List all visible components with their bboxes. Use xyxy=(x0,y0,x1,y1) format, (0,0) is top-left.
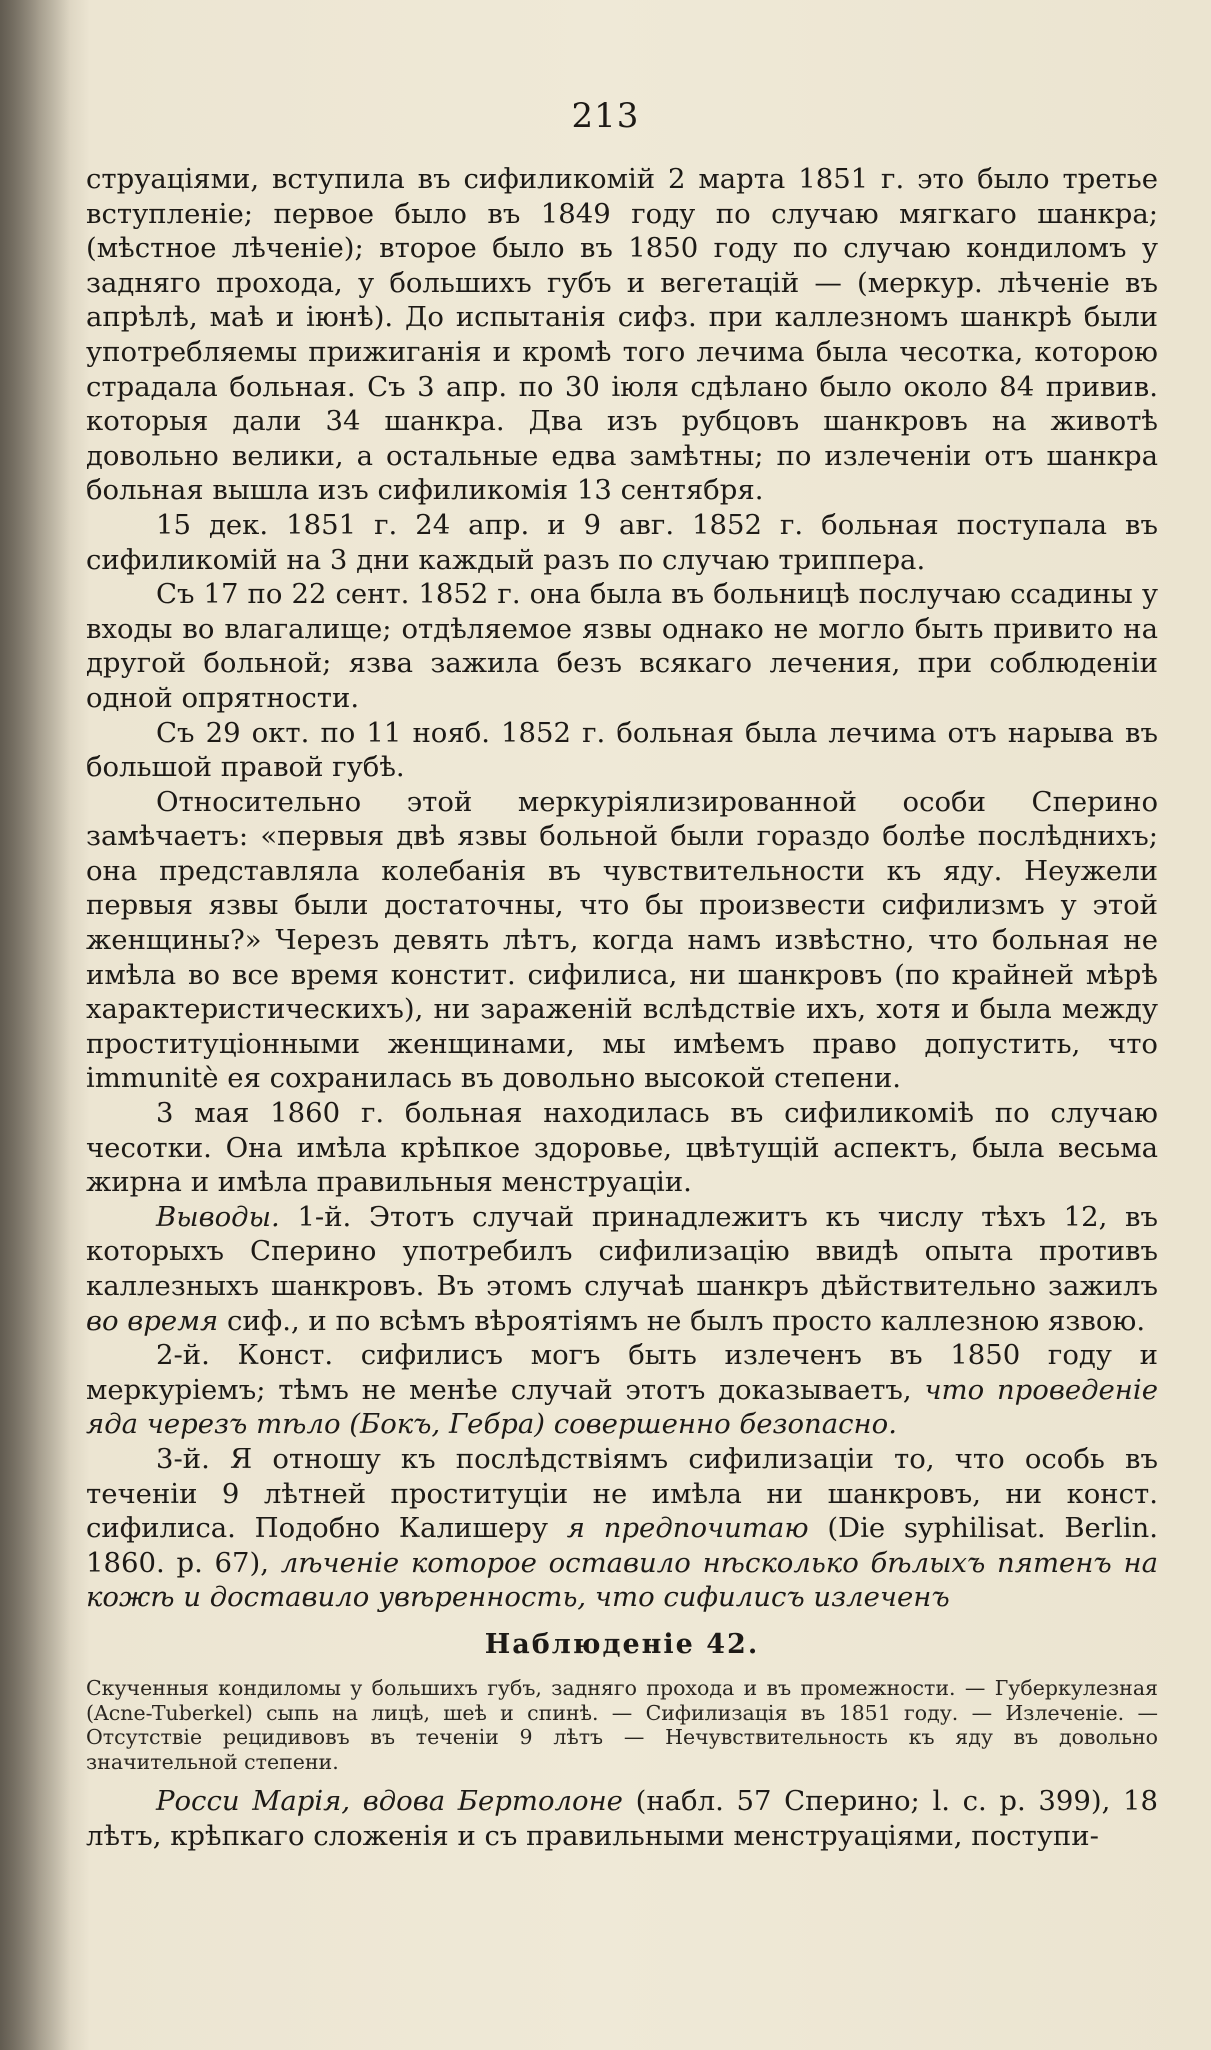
conclusion-3-text-a: 3-й. Я отношу къ послѣдствіямъ сифилизаціи то, что особь въ теченіи 9 лѣтней проституціи не имѣла ни шанкровъ, ни конст. сифилиса. Подобно Калишеру xyxy=(86,1442,1158,1545)
observation-abstract: Скученныя кондиломы у большихъ губъ, задняго прохода и въ промежности. — Губеркулезная (Acne-Tuberkel) сыпь на лицѣ, шеѣ и спинѣ. — Сифилизація въ 1851 году. — Излеченіе. — Отсутствіе рецидивовъ въ теченіи 9 лѣтъ — Нечувствительность къ яду въ довольно значительной степени. xyxy=(86,1675,1158,1774)
conclusion-3-text-c: (Die syphilisat. Berlin. 1860. p. 67), xyxy=(86,1512,1158,1579)
paragraph: Относительно этой меркуріялизированной особи Сперино замѣчаетъ: «первыя двѣ язвы больной были гораздо болѣе послѣднихъ; она представляла колебанія въ чувствительности къ яду. Неужели первыя язвы были достаточны, что бы произвести сифилизмъ у этой женщины?» Черезъ девять лѣтъ, когда намъ извѣстно, что больная не имѣла во все время констит. сифилиса, ни шанкровъ (по крайней мѣрѣ характеристическихъ), ни зараженій вслѣдствіе ихъ, хотя и была между проституціонными женщинами, мы имѣемъ право допустить, что immunitè ея сохранилась въ довольно высокой степени. xyxy=(86,785,1158,1095)
paragraph: струаціями, вступила въ сифиликомій 2 марта 1851 г. это было третье вступленіе; первое было въ 1849 году по случаю мягкаго шанкра; (мѣстное лѣченіе); второе было въ 1850 году по случаю кондиломъ у задняго прохода, у большихъ губъ и вегетацій — (меркур. лѣченіе въ апрѣлѣ, маѣ и іюнѣ). До испытанія сифз. при каллезномъ шанкрѣ были употребляемы прижиганія и кромѣ того лечима была чесотка, которою страдала больная. Съ 3 апр. по 30 іюля сдѣлано было около 84 привив. которыя дали 34 шанкра. Два изъ рубцовъ шанкровъ на животѣ довольно велики, а остальные едва замѣтны; по излеченіи отъ шанкра больная вышла изъ сифиликомія 13 сентября. xyxy=(86,163,1158,507)
paragraph: Съ 29 окт. по 11 нояб. 1852 г. больная была лечима отъ нарыва въ большой правой губѣ. xyxy=(86,716,1158,784)
conclusion-2 xyxy=(86,1338,1158,1442)
paragraph: Съ 17 по 22 сент. 1852 г. она была въ больницѣ послучаю ссадины у входы во влагалище; отдѣляемое язвы однако не могло быть привито на другой больной; язва зажила безъ всякаго лечения, при соблюденіи одной опрятности. xyxy=(86,578,1158,714)
conclusion-3 xyxy=(86,1442,1158,1615)
conclusion-1-text-c: сиф., и по всѣмъ вѣроятіямъ не былъ просто каллезною язвою. xyxy=(226,1304,1146,1337)
conclusion-2-text-b: что проведеніе яда черезъ тѣло (Бокъ, Гебра) совершенно безопасно. xyxy=(86,1373,1158,1441)
observation-heading: Наблюденіе 42. xyxy=(484,1628,760,1660)
patient-name: Росси Марія, вдова Бертолоне xyxy=(156,1785,623,1818)
conclusion-1-text-b: во время xyxy=(86,1304,219,1337)
conclusion-1-text-a: 1-й. Этотъ случай принадлежитъ къ числу тѣхъ 12, въ которыхъ Сперино употребилъ сифилизацію ввидѣ опыта противъ каллезныхъ шанкровъ. Въ этомъ случаѣ шанкръ дѣйствительно зажилъ xyxy=(86,1200,1158,1302)
page-binding-shadow xyxy=(0,0,70,2050)
conclusion-1 xyxy=(86,1200,1158,1338)
final-paragraph xyxy=(86,1784,1158,1853)
paragraph: 3 мая 1860 г. больная находилась въ сифиликоміѣ по случаю чесотки. Она имѣла крѣпкое здоровье, цвѣтущій аспектъ, была весьма жирна и имѣла правильныя менструаціи. xyxy=(86,1097,1158,1199)
conclusion-2-text-a: 2-й. Конст. сифилисъ могъ быть излеченъ въ 1850 году и меркуріемъ; тѣмъ не менѣе случай этотъ доказываетъ, xyxy=(86,1339,1158,1406)
page-body xyxy=(86,162,1158,1854)
paragraph: 15 дек. 1851 г. 24 апр. и 9 авг. 1852 г. больная поступала въ сифиликомій на 3 дни каждый разъ по случаю триппера. xyxy=(86,508,1158,576)
page-number: 213 xyxy=(571,96,640,136)
conclusion-3-text-d: лѣченіе которое оставило нѣсколько бѣлыхъ пятенъ на кожѣ и доставило увѣренность, что сифилисъ излеченъ xyxy=(86,1546,1159,1614)
conclusions-label: Выводы. xyxy=(156,1200,280,1233)
final-paragraph-text: (набл. 57 Сперино; l. c. p. 399), 18 лѣтъ, крѣпкаго сложенія и съ правильными менструаціями, поступи- xyxy=(86,1785,1158,1852)
conclusion-3-text-b: я предпочитаю xyxy=(566,1512,809,1545)
